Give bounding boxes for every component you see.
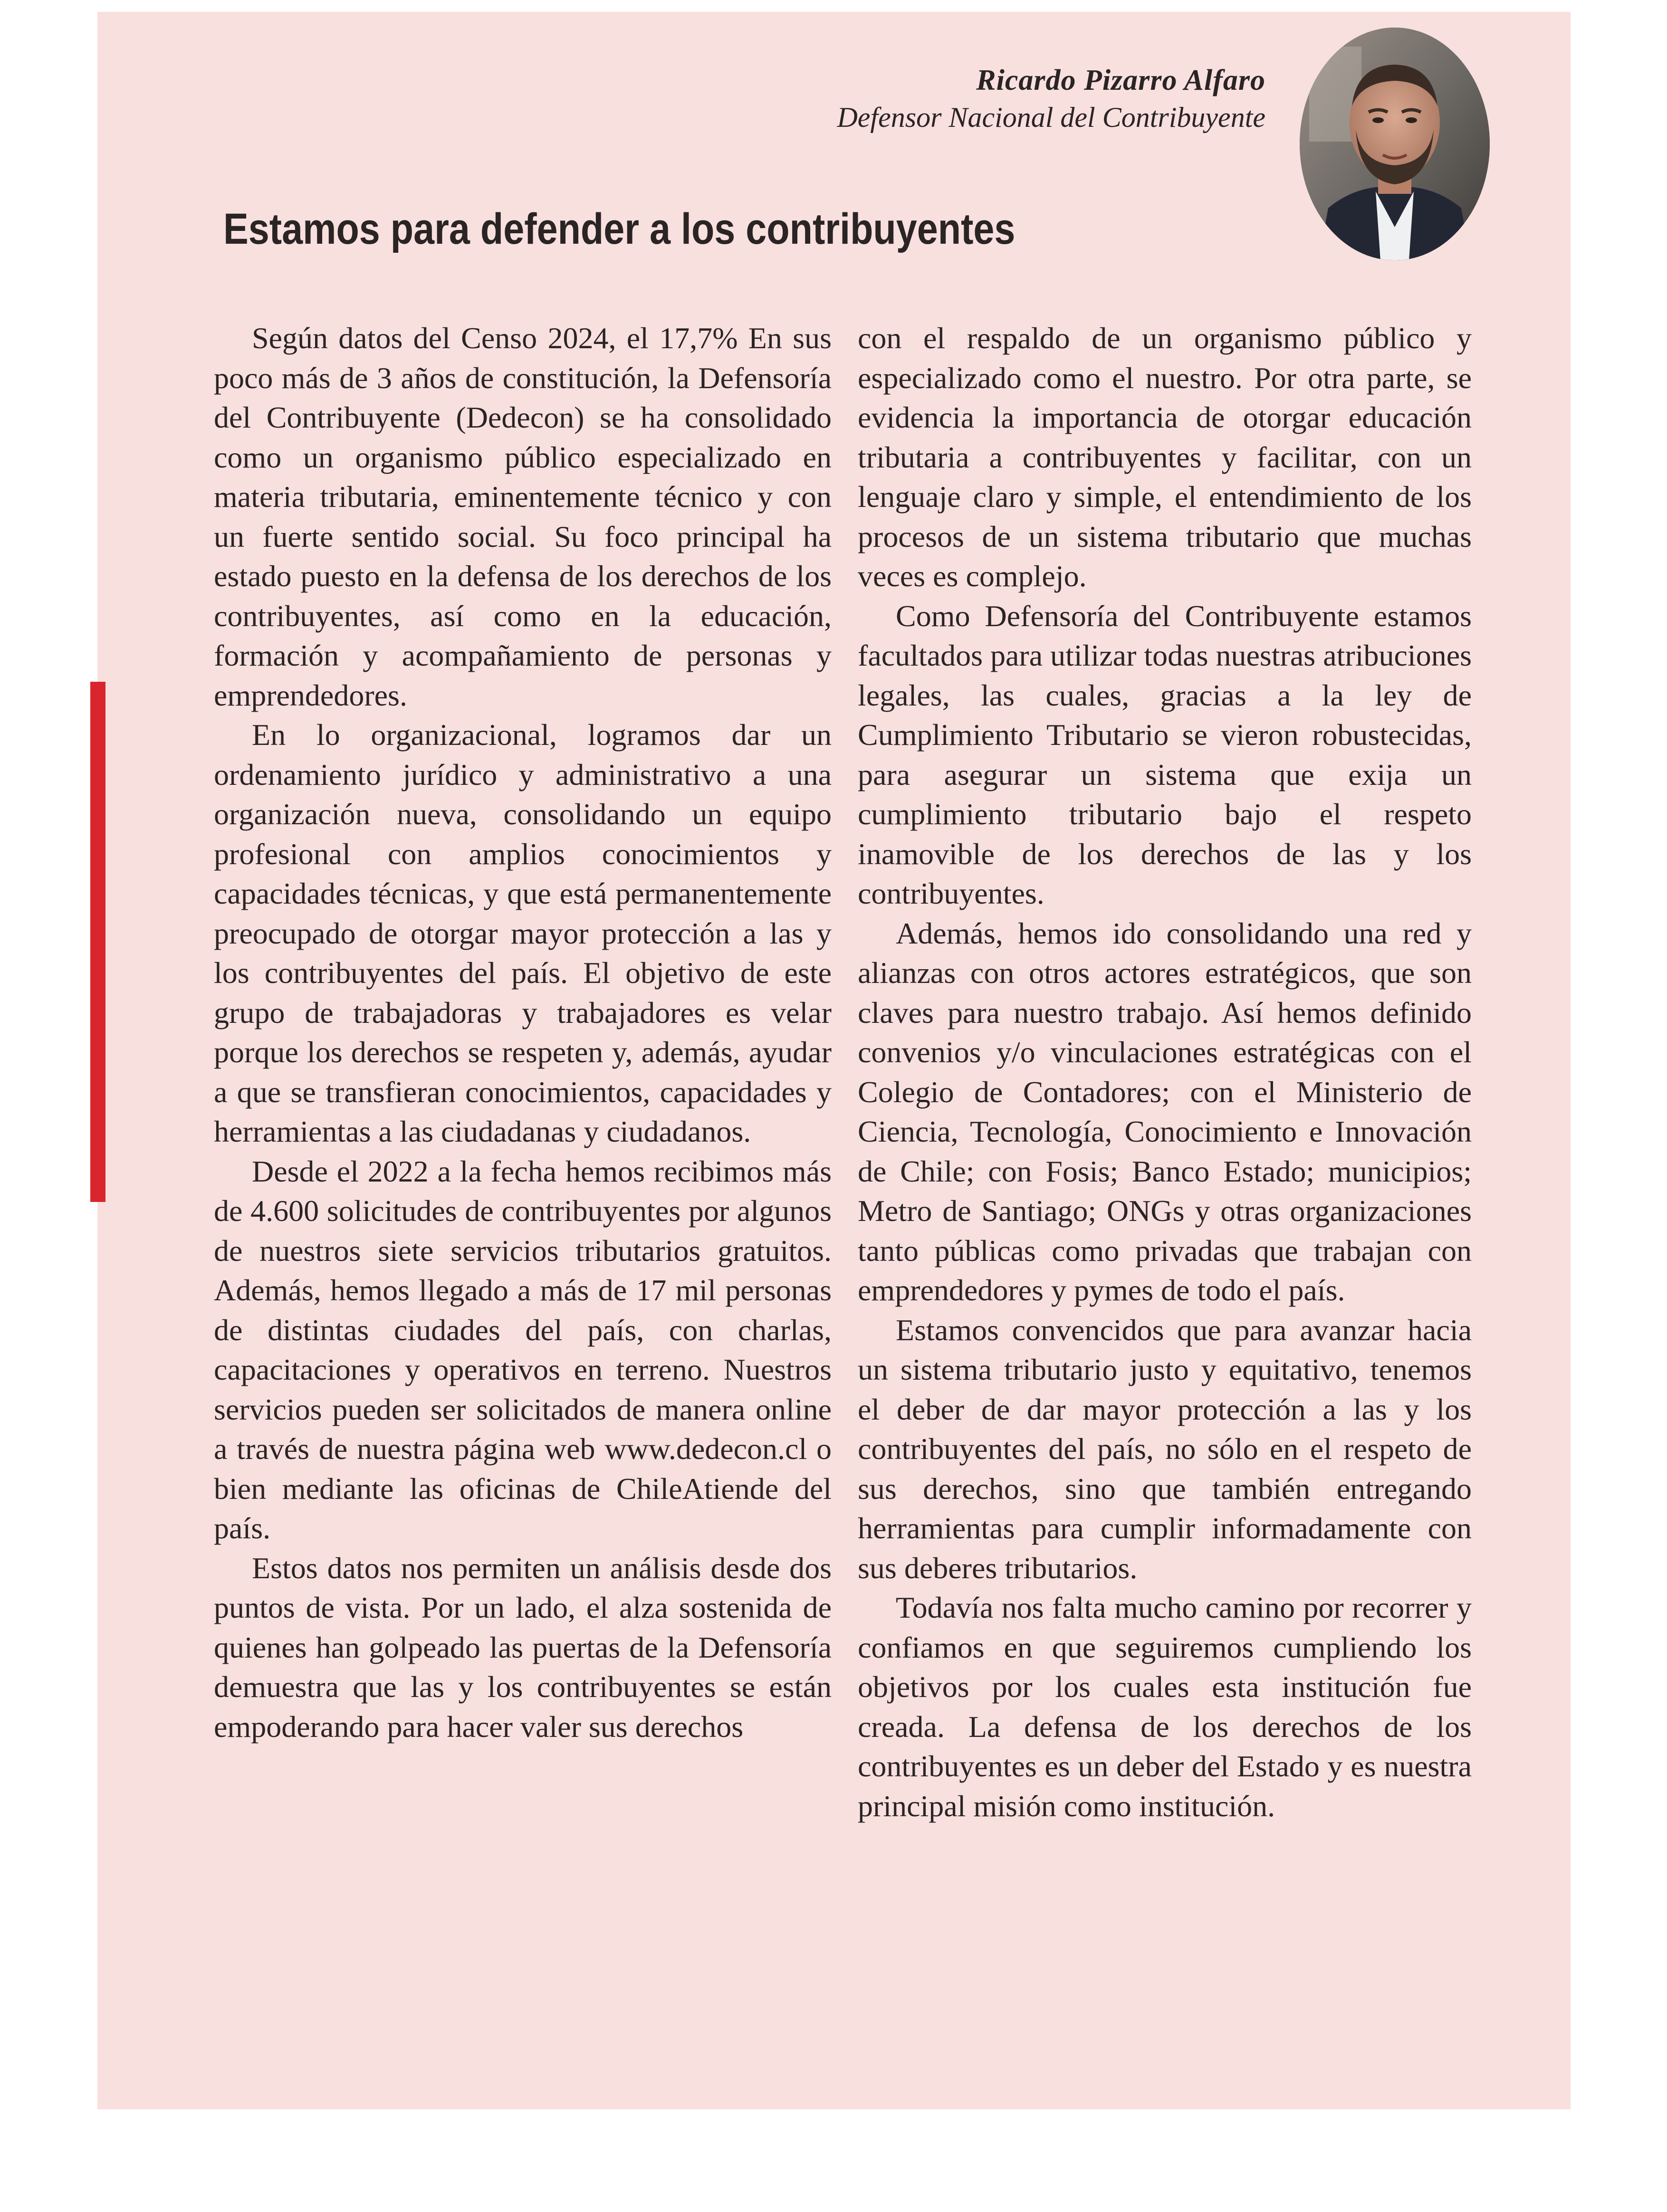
paragraph: Desde el 2022 a la fecha hemos recibimos más de 4.600 solicitudes de contribuyentes por algunos de nuestros siete servicios tributarios gratuitos. Además, hemos llegado a más de 17 mil personas de distintas ciudades del país, con charlas, capacitaciones y operativos en terreno. Nuestros servicios pueden ser solicitados de manera online a través de nuestra página web www.dedecon.cl o bien mediante las oficinas de ChileAtiende del país.: [214, 1154, 832, 1545]
accent-bar: [90, 682, 105, 1202]
paragraph: En lo organizacional, logramos dar un ordenamiento jurídico y administrativo a una organización nueva, consolidando un equipo profesional con amplios conocimientos y capacidades técnicas, y que está permanentemente preocupado de otorgar mayor protección a las y los contribuyentes del país. El objetivo de este grupo de trabajadoras y trabajadores es velar porque los derechos se respeten y, además, ayudar a que se transfieran conocimientos, capacidades y herramientas a las ciudadanas y ciudadanos.: [214, 718, 832, 1148]
article-left-column: [214, 318, 832, 1746]
paragraph: Estamos convencidos que para avanzar hacia un sistema tributario justo y equitativo, tenemos el deber de dar mayor protección a las y los contribuyentes del país, no sólo en el respeto de sus derechos, sino que también entregando herramientas para cumplir informadamente con sus deberes tributarios.: [858, 1313, 1472, 1585]
paragraph: Estos datos nos permiten un análisis desde dos puntos de vista. Por un lado, el alza sostenida de quienes han golpeado las puertas de la Defensoría demuestra que las y los contribuyentes se están empoderando para hacer valer sus derechos: [214, 1551, 832, 1744]
paragraph: Todavía nos falta mucho camino por recorrer y confiamos en que seguiremos cumpliendo los objetivos por los cuales esta institución fue creada. La defensa de los derechos de los contribuyentes es un deber del Estado y es nuestra principal misión como institución.: [858, 1591, 1472, 1823]
paragraph: Además, hemos ido consolidando una red y alianzas con otros actores estratégicos, que son claves para nuestro trabajo. Así hemos definido convenios y/o vinculaciones estratégicas con el Colegio de Contadores; con el Ministerio de Ciencia, Tecnología, Conocimiento e Innovación de Chile; con Fosis; Banco Estado; municipios; Metro de Santiago; ONGs y otras organizaciones tanto públicas como privadas que trabajan con emprendedores y pymes de todo el país.: [858, 916, 1472, 1307]
article-right-column: [858, 318, 1472, 1826]
author-role: Defensor Nacional del Contribuyente: [837, 102, 1265, 133]
article-title: Estamos para defender a los contribuyentes: [223, 205, 1016, 253]
author-portrait: [1300, 28, 1490, 260]
paragraph-continuation: con el respaldo de un organismo público y especializado como el nuestro. Por otra parte, se evidencia la importancia de otorgar educación tributaria a contribuyentes y facilitar, con un lenguaje claro y simple, el entendimiento de los procesos de un sistema tributario que muchas veces es complejo.: [858, 321, 1472, 593]
author-name: Ricardo Pizarro Alfaro: [976, 64, 1265, 96]
author-byline: [837, 62, 1265, 136]
paragraph: Según datos del Censo 2024, el 17,7% En sus poco más de 3 años de constitución, la Defensoría del Contribuyente (Dedecon) se ha consolidado como un organismo público especializado en materia tributaria, eminentemente técnico y con un fuerte sentido social. Su foco principal ha estado puesto en la defensa de los derechos de los contribuyentes, así como en la educación, formación y acompañamiento de personas y emprendedores.: [214, 321, 832, 712]
paragraph: Como Defensoría del Contribuyente estamos facultados para utilizar todas nuestras atribuciones legales, las cuales, gracias a la ley de Cumplimiento Tributario se vieron robustecidas, para asegurar un sistema que exija un cumplimiento tributario bajo el respeto inamovible de los derechos de las y los contribuyentes.: [858, 599, 1472, 910]
